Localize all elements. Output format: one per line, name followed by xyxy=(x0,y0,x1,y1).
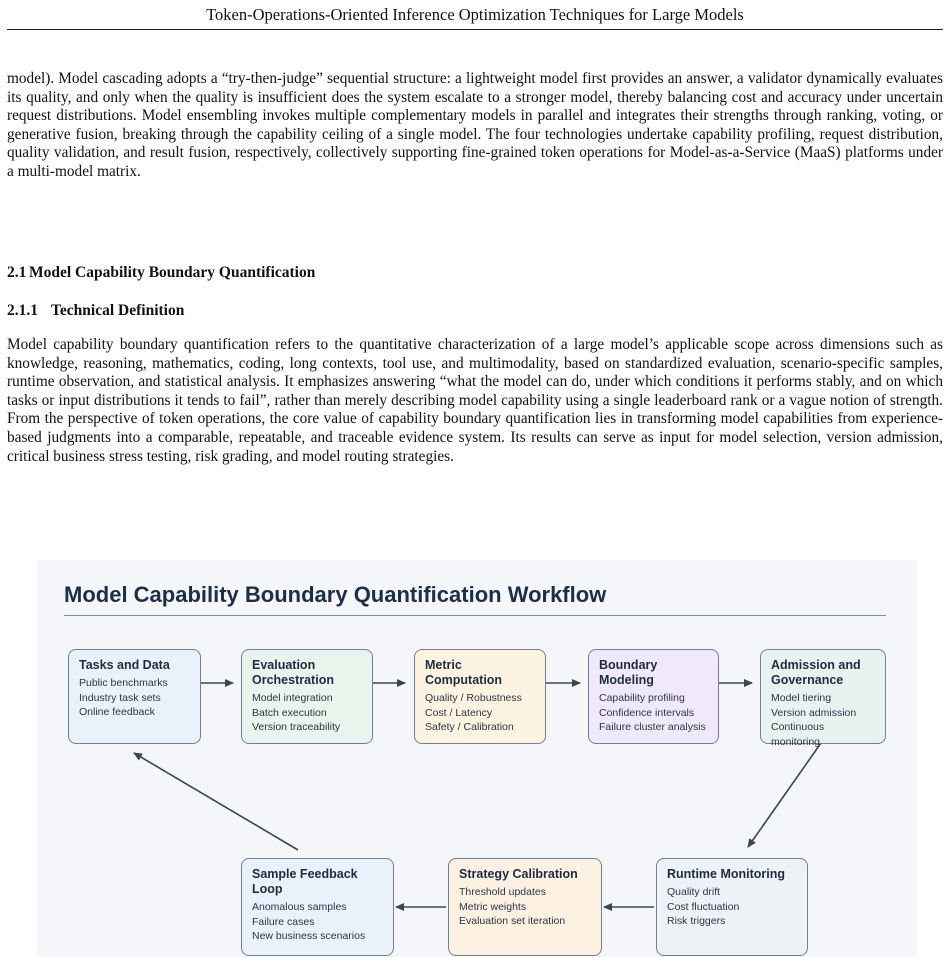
box-item: Cost fluctuation xyxy=(667,900,740,913)
section-number: 2.1 xyxy=(7,264,27,281)
workflow-figure xyxy=(37,560,917,957)
box-item: Cost / Latency xyxy=(425,706,493,719)
box-tasks-and-data xyxy=(68,649,201,744)
box-item: Version admission xyxy=(771,706,857,719)
box-item: Threshold updates xyxy=(459,886,546,898)
box-item: Failure cases xyxy=(252,915,315,928)
box-item: Quality drift xyxy=(667,886,721,898)
box-item: Online feedback xyxy=(79,706,155,718)
box-metric-computation xyxy=(414,649,546,744)
box-title: Boundary Modeling xyxy=(599,658,658,687)
box-item: Model integration xyxy=(252,692,333,704)
paragraph-definition: Model capability boundary quantification refers to the quantitative characterization of a large model’s applicable scope across dimensions such as knowledge, reasoning, mathematics, coding, long contexts, tool use, and multimodality, based on standardized evaluation, scenario-specific samples, runtime observation, and statistical analysis. It emphasizes answering “what the model can do, under which conditions it performs stably, and on which tasks or input distributions it tends to fail”, rather than merely describing model capability using a single leaderboard rank or a vague notion of strength. From the perspective of token operations, the core value of capability boundary quantification lies in transforming model capabilities from experience-based judgments into a comparable, repeatable, and traceable evidence system. Its results can serve as input for model selection, version admission, critical business stress testing, risk grading, and model routing strategies. xyxy=(7,336,943,465)
box-item: Anomalous samples xyxy=(252,901,347,913)
header-rule xyxy=(7,29,943,30)
box-boundary-modeling xyxy=(588,649,719,744)
subsection-heading xyxy=(7,302,184,320)
arrow-feedback-to-tasks xyxy=(134,753,298,850)
box-title: Sample Feedback Loop xyxy=(252,867,358,896)
box-item: Safety / Calibration xyxy=(425,721,514,733)
box-item: Failure cluster analysis xyxy=(599,721,706,733)
box-item: Risk triggers xyxy=(667,915,726,927)
box-evaluation-orchestration xyxy=(241,649,373,744)
section-heading xyxy=(7,264,315,282)
arrow-admission-to-runtime xyxy=(748,743,821,847)
box-item: Continuous monitoring xyxy=(771,721,825,748)
section-title: Model Capability Boundary Quantification xyxy=(29,264,316,281)
box-item: Confidence intervals xyxy=(599,706,695,719)
box-item: Metric weights xyxy=(459,900,527,913)
box-item: Evaluation set iteration xyxy=(459,915,566,927)
subsection-title: Technical Definition xyxy=(51,302,185,319)
box-item: Capability profiling xyxy=(599,692,685,704)
figure-title: Model Capability Boundary Quantification Workflow xyxy=(64,582,607,607)
box-admission-and-governance xyxy=(760,649,886,748)
box-sample-feedback-loop xyxy=(241,858,394,956)
running-header: Token-Operations-Oriented Inference Optimization Techniques for Large Models xyxy=(206,5,744,24)
subsection-number: 2.1.1 xyxy=(7,302,38,319)
box-item: Batch execution xyxy=(252,706,327,719)
box-item: Model tiering xyxy=(771,692,832,704)
box-item: Version traceability xyxy=(252,721,341,733)
box-title: Strategy Calibration xyxy=(459,867,578,881)
paragraph-intro: model). Model cascading adopts a “try-then-judge” sequential structure: a lightweight model first provides an answer, a validator dynamically evaluates its quality, and only when the quality is insufficient does the system escalate to a stronger model, thereby balancing cost and accuracy under uncertain request distributions. Model ensembling invokes multiple complementary models in parallel and integrates their strengths through ranking, voting, or generative fusion, breaking through the capability ceiling of a single model. The four technologies undertake capability profiling, request distribution, quality validation, and result fusion, respectively, collectively supporting fine-grained token operations for Model-as-a-Service (MaaS) platforms under a multi-model matrix. xyxy=(7,70,943,180)
box-item: Quality / Robustness xyxy=(425,692,522,704)
box-title: Tasks and Data xyxy=(79,658,170,672)
box-item: New business scenarios xyxy=(252,930,366,942)
box-item: Industry task sets xyxy=(79,691,161,704)
box-title: Admission and Governance xyxy=(771,658,861,687)
box-item: Public benchmarks xyxy=(79,677,168,689)
box-title: Metric Computation xyxy=(425,658,503,687)
box-strategy-calibration xyxy=(448,858,602,956)
box-title: Evaluation Orchestration xyxy=(252,658,334,687)
box-title: Runtime Monitoring xyxy=(667,867,786,881)
box-runtime-monitoring xyxy=(656,858,808,956)
